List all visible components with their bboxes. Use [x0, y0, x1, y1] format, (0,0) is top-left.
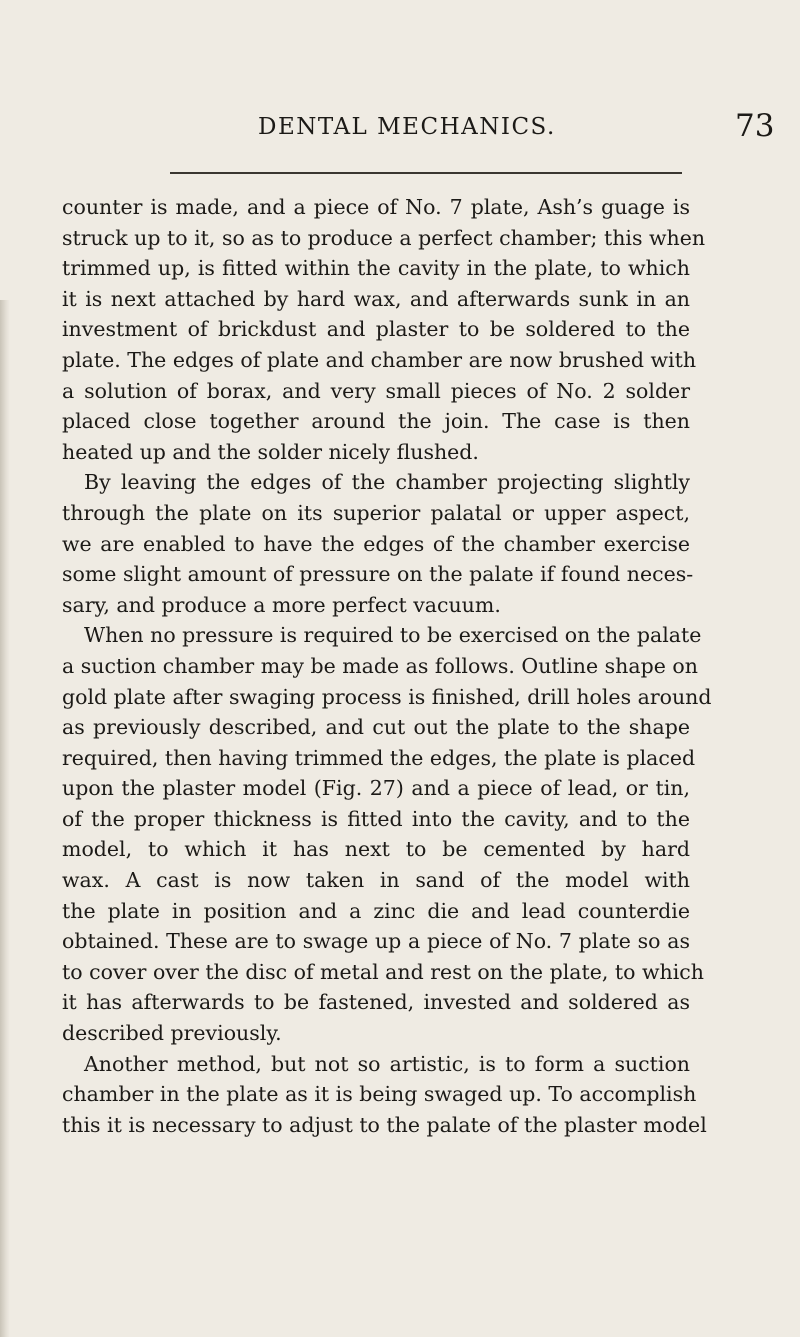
text-line: gold plate after swaging process is finished, drill holes around	[62, 684, 712, 709]
text-line: of the proper thickness is fitted into the cavity, and to the	[62, 806, 690, 831]
text-line: described previously.	[62, 1021, 282, 1046]
text-line: a solution of borax, and very small pieces of No. 2 solder	[62, 378, 690, 403]
text-line: investment of brickdust and plaster to be soldered to the	[62, 317, 690, 342]
header-rule	[170, 172, 682, 174]
text-line: counter is made, and a piece of No. 7 plate, Ash’s guage is	[62, 195, 690, 219]
text-line: upon the plaster model (Fig. 27) and a piece of lead, or tin,	[62, 776, 690, 801]
text-line: through the plate on its superior palatal or upper aspect,	[62, 500, 690, 525]
paragraph-start-line: Another method, but not so artistic, is to form a suction	[84, 1051, 690, 1076]
text-line: chamber in the plate as it is being swaged up. To accomplish	[62, 1082, 697, 1107]
text-line: placed close together around the join. The case is then	[62, 409, 690, 434]
page-edge-shadow	[0, 300, 10, 1337]
text-line: to cover over the disc of metal and rest on the plate, to which	[62, 959, 704, 984]
text-line: trimmed up, is fitted within the cavity in the plate, to which	[62, 256, 690, 281]
text-line: required, then having trimmed the edges, the plate is placed	[62, 745, 696, 770]
text-line: heated up and the solder nicely flushed.	[62, 439, 479, 464]
paragraph-start-line: When no pressure is required to be exercised on the palate	[84, 623, 702, 648]
text-line: model, to which it has next to be cemented by hard	[62, 837, 690, 862]
text-line: it has afterwards to be fastened, invested and soldered as	[62, 990, 690, 1015]
text-line: the plate in position and a zinc die and lead counterdie	[62, 898, 690, 923]
paragraph-start-line: By leaving the edges of the chamber projecting slightly	[84, 470, 690, 495]
text-line: a suction chamber may be made as follows. Outline shape on	[62, 653, 698, 678]
running-title: DENTAL MECHANICS.	[258, 114, 556, 140]
text-line: wax. A cast is now taken in sand of the model with	[62, 868, 690, 893]
body-text	[62, 192, 712, 1140]
text-line: as previously described, and cut out the plate to the shape	[62, 715, 690, 740]
text-line: we are enabled to have the edges of the chamber exercise	[62, 531, 690, 556]
text-line: this it is necessary to adjust to the palate of the plaster model	[62, 1112, 707, 1137]
page-number: 73	[735, 108, 775, 144]
page-header	[0, 108, 800, 144]
text-line: obtained. These are to swage up a piece of No. 7 plate so as	[62, 929, 690, 954]
text-line: some slight amount of pressure on the palate if found neces-	[62, 562, 694, 587]
text-line: sary, and produce a more perfect vacuum.	[62, 592, 501, 617]
text-line: struck up to it, so as to produce a perfect chamber; this when	[62, 225, 706, 250]
text-line: it is next attached by hard wax, and afterwards sunk in an	[62, 286, 690, 311]
text-line: plate. The edges of plate and chamber are now brushed with	[62, 347, 697, 372]
